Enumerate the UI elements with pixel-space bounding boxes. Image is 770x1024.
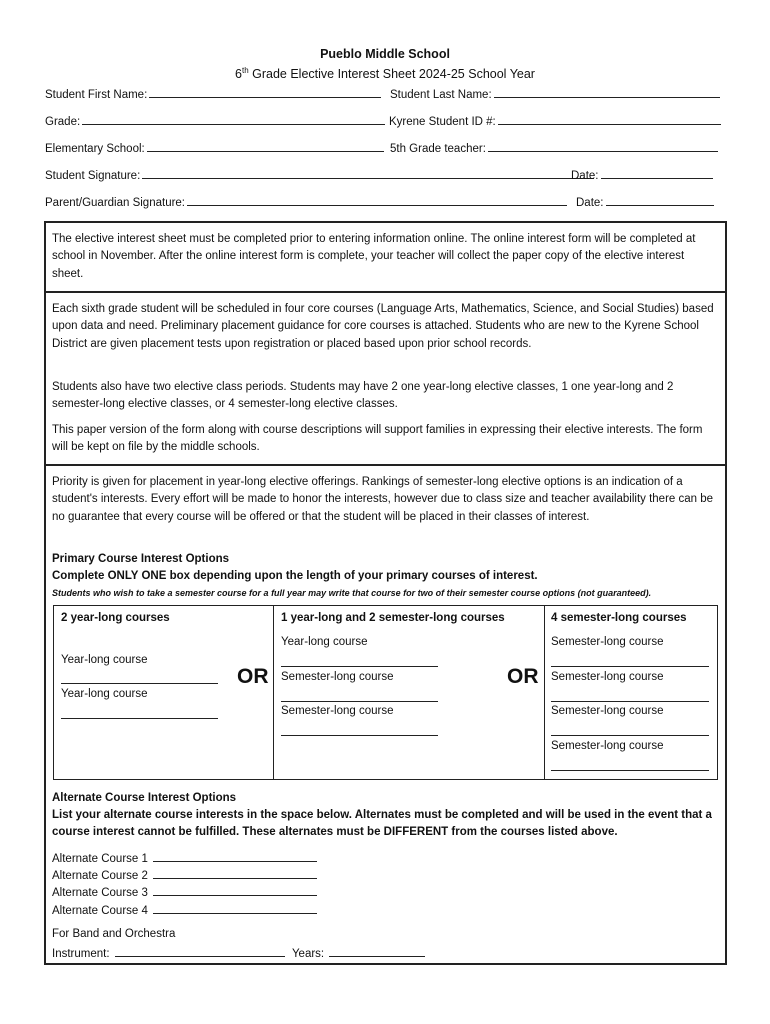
grade-field[interactable]: Grade: [45,113,385,128]
alternate-course-2-field[interactable]: Alternate Course 2 [52,867,317,882]
column-divider [273,606,274,779]
core-courses-text: Each sixth grade student will be scheduled in four core courses (Language Arts, Mathematics, Science, and Social Studies) based upon data and need. Preliminary placement guidance for core courses is attached. Students who are new to the Kyrene School District are given placement tests upon registration or placed based upon prior school records. [52,303,714,350]
semester-long-course-label: Semester-long course [551,636,664,648]
course-options-table [53,605,718,780]
col-4-semester-heading: 4 semester-long courses [551,612,687,624]
alternate-heading: Alternate Course Interest Options [52,792,237,804]
alternate-instruction: List your alternate course interests in the space below. Alternates must be completed and will be used in the event that a course interest cannot be fulfilled. These alternates must be DIFFERENT from the courses listed above. [52,809,712,839]
alternate-course-1-field[interactable]: Alternate Course 1 [52,850,317,865]
fifth-grade-teacher-field[interactable]: 5th Grade teacher: [390,140,718,155]
parent-date-field[interactable]: Date: [576,194,714,209]
semester-long-course-input[interactable] [551,770,709,771]
semester-long-course-label: Semester-long course [281,671,394,683]
primary-note: Students who wish to take a semester course for a full year may write that course for two of their semester course options (not guaranteed). [52,588,652,598]
primary-instruction: Complete ONLY ONE box depending upon the length of your primary courses of interest. [52,570,538,582]
year-long-course-input[interactable] [281,666,438,667]
semester-long-course-input[interactable] [281,701,438,702]
student-signature-field[interactable]: Student Signature: [45,167,594,182]
band-orchestra-heading: For Band and Orchestra [52,928,176,940]
or-separator: OR [507,665,539,688]
primary-heading: Primary Course Interest Options [52,553,230,565]
instructions-text: The elective interest sheet must be completed prior to entering information online. The online interest form will be completed at school in November. After the online interest form is complete, your teacher will collect the paper copy of the elective interest sheet. [52,233,696,280]
alternate-course-4-field[interactable]: Alternate Course 4 [52,902,317,917]
year-long-course-label: Year-long course [281,636,368,648]
year-long-course-label: Year-long course [61,688,148,700]
first-name-field[interactable]: Student First Name: [45,86,381,101]
school-title: Pueblo Middle School [320,47,450,61]
student-date-field[interactable]: Date: [571,167,713,182]
student-id-field[interactable]: Kyrene Student ID #: [389,113,721,128]
elementary-school-field[interactable]: Elementary School: [45,140,384,155]
year-long-course-label: Year-long course [61,654,148,666]
paper-version-text: This paper version of the form along with course descriptions will support families in expressing their elective interests. The form will be kept on file by the middle schools. [52,424,703,454]
semester-long-course-label: Semester-long course [551,671,664,683]
year-long-course-input[interactable] [61,683,218,684]
semester-long-course-input[interactable] [551,701,709,702]
form-subtitle: 6th Grade Elective Interest Sheet 2024-25 School Year [235,66,535,82]
priority-text: Priority is given for placement in year-long elective offerings. Rankings of semester-long elective options is an indication of a student's interests. Every effort will be made to honor the interests, however due to class size and teacher availability there can be no guarantee that every course will be offered or that the student will be placed in their classes of interest. [52,476,714,523]
semester-long-course-input[interactable] [281,735,438,736]
last-name-field[interactable]: Student Last Name: [390,86,720,101]
semester-long-course-label: Semester-long course [551,705,664,717]
col-mixed-heading: 1 year-long and 2 semester-long courses [281,612,505,624]
column-divider [544,606,545,779]
alternate-course-3-field[interactable]: Alternate Course 3 [52,884,317,899]
semester-long-course-input[interactable] [551,666,709,667]
or-separator: OR [237,665,269,688]
semester-long-course-label: Semester-long course [281,705,394,717]
instrument-years-field[interactable]: Instrument: Years: [52,945,425,960]
elective-periods-text: Students also have two elective class periods. Students may have 2 one year-long elective classes, 1 one year-long and 2 semester-long elective classes, or 4 semester-long elective classes. [52,381,674,411]
col-2-year-long-heading: 2 year-long courses [61,612,170,624]
parent-signature-field[interactable]: Parent/Guardian Signature: [45,194,567,209]
semester-long-course-input[interactable] [551,735,709,736]
year-long-course-input[interactable] [61,718,218,719]
semester-long-course-label: Semester-long course [551,740,664,752]
